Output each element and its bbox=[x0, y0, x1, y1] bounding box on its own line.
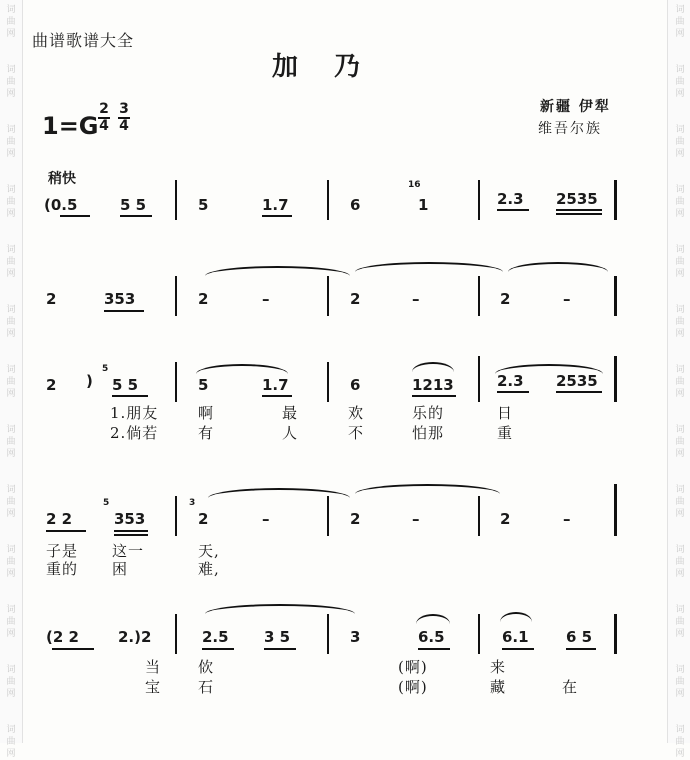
lyric: 天, bbox=[198, 542, 220, 560]
watermark-text: 词 曲 网 bbox=[6, 125, 16, 159]
watermark-text: 词 曲 网 bbox=[675, 185, 685, 219]
lyric: 藏 bbox=[490, 678, 507, 696]
lyric: 2.倘若 bbox=[110, 424, 159, 442]
meter-bottom: 4 bbox=[99, 118, 109, 134]
watermark-text: 词 曲 网 bbox=[6, 65, 16, 99]
underline bbox=[566, 648, 596, 650]
grace-note: 5 bbox=[102, 364, 109, 374]
bar-line bbox=[327, 276, 329, 316]
note: 1 bbox=[418, 196, 429, 214]
note: 5 5 bbox=[112, 376, 139, 394]
underline bbox=[502, 648, 534, 650]
lyric: 来 bbox=[490, 658, 507, 676]
tie-arc bbox=[416, 614, 450, 624]
watermark-text: 词 曲 网 bbox=[675, 545, 685, 579]
underline bbox=[556, 391, 602, 393]
lyric: 欢 bbox=[348, 404, 365, 422]
watermark-text: 词 曲 网 bbox=[6, 305, 16, 339]
key-signature: 1=G bbox=[42, 112, 99, 140]
ethnic-group: 维吾尔族 bbox=[538, 121, 602, 137]
note: – bbox=[563, 290, 571, 308]
lyric: 这一 bbox=[112, 542, 145, 560]
left-watermark-strip bbox=[0, 0, 23, 759]
lyric: 有 bbox=[198, 424, 215, 442]
tie-arc bbox=[412, 362, 454, 372]
lyric: 宝 bbox=[145, 678, 162, 696]
tie-arc bbox=[205, 266, 350, 276]
underline bbox=[418, 648, 450, 650]
bar-line bbox=[614, 356, 617, 402]
note: 353 bbox=[114, 510, 146, 528]
bar-line bbox=[478, 276, 480, 316]
note: 2 2 bbox=[46, 510, 73, 528]
song-title: 加乃 bbox=[272, 52, 397, 82]
grace-note: 5 bbox=[103, 498, 110, 508]
note: 2 bbox=[198, 510, 209, 528]
time-signature-1 bbox=[98, 103, 110, 133]
underline bbox=[202, 648, 234, 650]
underline bbox=[114, 534, 148, 536]
bar-line bbox=[614, 484, 617, 536]
bar-line bbox=[175, 362, 177, 402]
bar-line bbox=[614, 614, 617, 654]
tie-arc bbox=[355, 262, 503, 272]
watermark-text: 词 曲 网 bbox=[675, 725, 685, 759]
watermark-text: 词 曲 网 bbox=[6, 485, 16, 519]
bar-line bbox=[478, 496, 480, 536]
lyric: 啊 bbox=[198, 404, 215, 422]
tie-arc bbox=[500, 612, 532, 622]
tie-arc bbox=[205, 604, 355, 614]
note: 2.3 bbox=[497, 372, 524, 390]
lyric: 怕那 bbox=[412, 424, 445, 442]
underline bbox=[497, 209, 529, 211]
note: (2 2 bbox=[46, 628, 79, 646]
lyric: 重的 bbox=[46, 560, 79, 578]
lyric: 不 bbox=[348, 424, 365, 442]
lyric: 1.朋友 bbox=[110, 404, 159, 422]
note: 6.1 bbox=[502, 628, 529, 646]
grace-note: 16 bbox=[408, 180, 421, 190]
bar-line bbox=[614, 180, 617, 220]
note: 2 bbox=[500, 290, 511, 308]
site-label: 曲谱歌谱大全 bbox=[32, 31, 135, 50]
note: – bbox=[262, 290, 270, 308]
watermark-text: 词 曲 网 bbox=[675, 365, 685, 399]
watermark-text: 词 曲 网 bbox=[6, 665, 16, 699]
underline bbox=[262, 215, 292, 217]
note: 2 bbox=[500, 510, 511, 528]
note: 6 bbox=[350, 376, 361, 394]
watermark-text: 词 曲 网 bbox=[675, 5, 685, 39]
note: 1.7 bbox=[262, 196, 289, 214]
watermark-text: 词 曲 网 bbox=[6, 725, 16, 759]
note: 2 bbox=[350, 510, 361, 528]
bar-line bbox=[327, 362, 329, 402]
watermark-text: 词 曲 网 bbox=[6, 245, 16, 279]
note: 5 bbox=[198, 376, 209, 394]
lyric: 人 bbox=[282, 424, 299, 442]
note: 6.5 bbox=[418, 628, 445, 646]
tie-arc bbox=[355, 484, 500, 494]
lyric: 佽 bbox=[198, 658, 215, 676]
note: 6 5 bbox=[566, 628, 593, 646]
bar-line bbox=[478, 614, 480, 654]
lyric: 子是 bbox=[46, 542, 79, 560]
underline bbox=[262, 395, 292, 397]
lyric: 当 bbox=[145, 658, 162, 676]
lyric: 乐的 bbox=[412, 404, 445, 422]
underline bbox=[412, 395, 456, 397]
watermark-text: 词 曲 网 bbox=[675, 665, 685, 699]
underline bbox=[46, 530, 86, 532]
tempo-marking: 稍快 bbox=[48, 171, 76, 187]
bar-line bbox=[327, 614, 329, 654]
note: 2 bbox=[46, 290, 57, 308]
meter-top: 3 bbox=[119, 101, 129, 117]
lyric: 最 bbox=[282, 404, 299, 422]
watermark-text: 词 曲 网 bbox=[6, 185, 16, 219]
tie-arc bbox=[196, 364, 288, 374]
meter-top: 2 bbox=[99, 101, 109, 117]
time-signature-2 bbox=[118, 103, 130, 133]
note: 1.7 bbox=[262, 376, 289, 394]
tie-arc bbox=[508, 262, 608, 272]
watermark-text: 词 曲 网 bbox=[6, 545, 16, 579]
watermark-text: 词 曲 网 bbox=[675, 605, 685, 639]
note: 3 5 bbox=[264, 628, 291, 646]
watermark-text: 词 曲 网 bbox=[675, 485, 685, 519]
underline bbox=[52, 648, 94, 650]
watermark-text: 词 曲 网 bbox=[675, 425, 685, 459]
bar-line bbox=[614, 276, 617, 316]
lyric: 重 bbox=[497, 424, 514, 442]
note: 353 bbox=[104, 290, 136, 308]
note: 2 bbox=[46, 376, 57, 394]
watermark-text: 词 曲 网 bbox=[6, 425, 16, 459]
bar-line bbox=[175, 180, 177, 220]
bar-line bbox=[478, 356, 480, 402]
origin-region: 新疆 伊犁 bbox=[540, 99, 611, 115]
note: 2 bbox=[198, 290, 209, 308]
underline bbox=[497, 391, 529, 393]
note: 5 5 bbox=[120, 196, 147, 214]
bar-line bbox=[175, 276, 177, 316]
watermark-text: 词 曲 网 bbox=[675, 125, 685, 159]
underline bbox=[556, 209, 602, 211]
note: – bbox=[412, 510, 420, 528]
note: 2 bbox=[350, 290, 361, 308]
lyric: 石 bbox=[198, 678, 215, 696]
note: 2535 bbox=[556, 190, 598, 208]
lyric: 困 bbox=[112, 560, 129, 578]
lyric: (啊) bbox=[398, 658, 428, 676]
watermark-text: 词 曲 网 bbox=[6, 5, 16, 39]
note: 5 bbox=[198, 196, 209, 214]
right-watermark-strip bbox=[667, 0, 690, 759]
note: 2.3 bbox=[497, 190, 524, 208]
note: – bbox=[262, 510, 270, 528]
underline bbox=[114, 530, 148, 532]
note: 2.)2 bbox=[118, 628, 152, 646]
note: 3 bbox=[350, 628, 361, 646]
watermark-text: 词 曲 网 bbox=[675, 305, 685, 339]
note: 2535 bbox=[556, 372, 598, 390]
lyric: (啊) bbox=[398, 678, 428, 696]
underline bbox=[556, 213, 602, 215]
bar-line bbox=[327, 180, 329, 220]
grace-note: 3 bbox=[189, 498, 196, 508]
note: 2.5 bbox=[202, 628, 229, 646]
underline bbox=[112, 395, 148, 397]
meter-bottom: 4 bbox=[119, 118, 129, 134]
note: – bbox=[412, 290, 420, 308]
bar-line bbox=[175, 614, 177, 654]
watermark-text: 词 曲 网 bbox=[6, 605, 16, 639]
lyric: 难, bbox=[198, 560, 220, 578]
underline bbox=[104, 310, 144, 312]
watermark-text: 词 曲 网 bbox=[6, 365, 16, 399]
underline bbox=[120, 215, 152, 217]
note: – bbox=[563, 510, 571, 528]
bar-line bbox=[478, 180, 480, 220]
bar-line bbox=[175, 496, 177, 536]
note: 1213 bbox=[412, 376, 454, 394]
note: (0.5 bbox=[44, 196, 78, 214]
watermark-text: 词 曲 网 bbox=[675, 245, 685, 279]
note: ) bbox=[86, 372, 93, 390]
bar-line bbox=[327, 496, 329, 536]
note: 6 bbox=[350, 196, 361, 214]
lyric: 在 bbox=[562, 678, 579, 696]
watermark-text: 词 曲 网 bbox=[675, 65, 685, 99]
underline bbox=[264, 648, 296, 650]
underline bbox=[60, 215, 90, 217]
lyric: 日 bbox=[497, 404, 514, 422]
